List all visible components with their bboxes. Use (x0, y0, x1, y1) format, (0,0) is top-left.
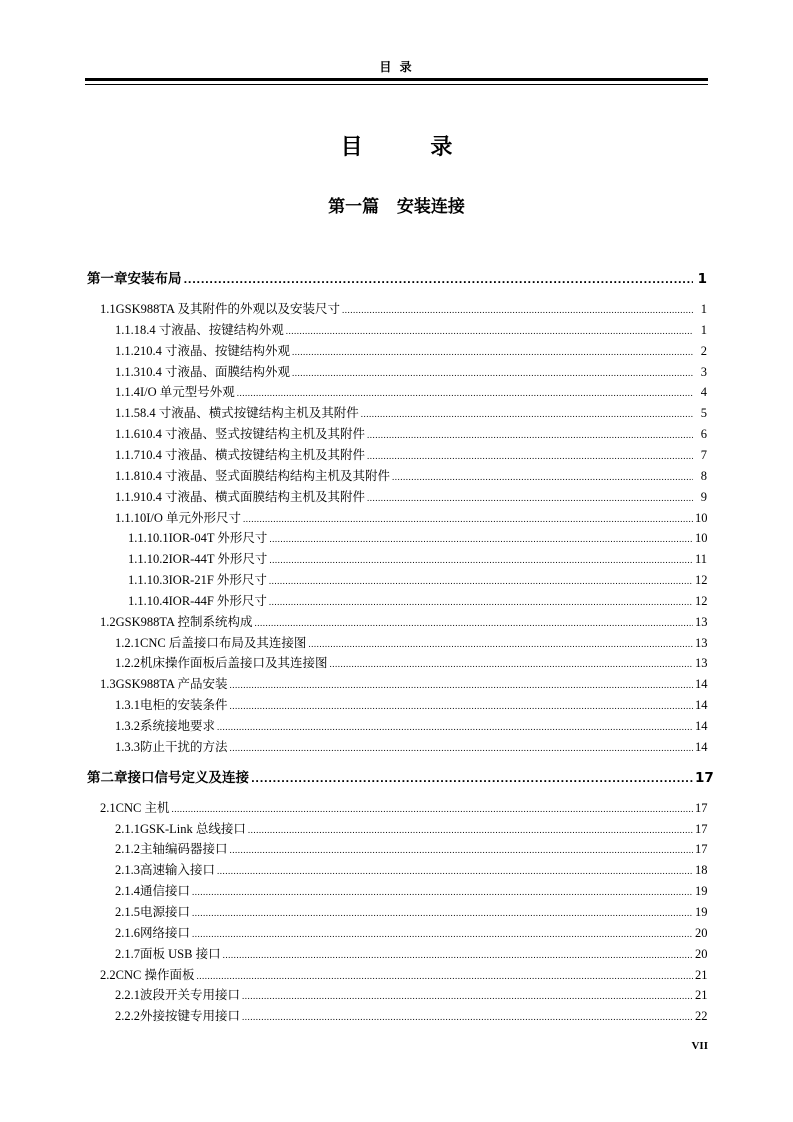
toc-entry-page: 21 (695, 967, 708, 982)
toc-entry-page: 2 (700, 343, 707, 358)
toc-entry[interactable] (115, 1008, 707, 1024)
toc-entry-number: 1.1.9 (115, 489, 140, 504)
toc-entry-page: 22 (695, 1009, 708, 1024)
toc-leader-dots (184, 272, 694, 290)
toc-entry-page: 14 (695, 719, 708, 733)
toc-chapter-entry[interactable] (87, 270, 707, 288)
toc-entry[interactable] (128, 593, 707, 609)
toc-entry-title: 10.4 寸液晶、竖式面膜结构结构主机及其附件 (140, 468, 391, 483)
toc-entry-page: 8 (700, 468, 707, 483)
toc-entry-number: 1.2.2 (115, 656, 140, 671)
toc-entry-number: 1.1.10.2 (128, 552, 169, 567)
toc-entry[interactable] (115, 447, 707, 463)
running-header: 目 录 (379, 60, 414, 74)
toc-leader-dots (242, 988, 693, 1004)
toc-entry-page: 13 (695, 656, 708, 671)
toc-entry-page: 3 (700, 364, 707, 379)
toc-entry-number: 1.1.10.1 (128, 531, 169, 546)
toc-entry-page: 1 (700, 322, 707, 337)
toc-entry-page: 9 (700, 489, 707, 504)
toc-leader-dots (196, 968, 693, 984)
toc-entry[interactable] (115, 384, 707, 400)
toc-entry-title: 10.4 寸液晶、按键结构外观 (140, 343, 291, 358)
toc-leader-dots (242, 1009, 693, 1025)
toc-entry-page: 18 (695, 863, 708, 878)
toc-entry-page: 1 (700, 302, 707, 316)
toc-entry-page: 14 (695, 739, 708, 754)
toc-leader-dots (254, 615, 693, 631)
toc-leader-dots (286, 323, 693, 339)
toc-entry-number: 1.1.2 (115, 343, 140, 358)
toc-leader-dots (237, 385, 693, 401)
toc-entry-number: 1.1.10.3 (128, 573, 169, 588)
toc-entry-number: 2.1.6 (115, 925, 140, 940)
toc-entry-title: 10.4 寸液晶、竖式按键结构主机及其附件 (140, 427, 366, 442)
toc-entry-number: 1.1.10.4 (128, 593, 169, 608)
toc-entry-number: 1.1 (100, 302, 116, 316)
toc-leader-dots (223, 947, 693, 963)
toc-entry[interactable] (115, 322, 707, 338)
toc-entry-number: 2.1.4 (115, 884, 140, 899)
toc-entry-title: I/O 单元型号外观 (140, 385, 235, 400)
toc-leader-dots (230, 698, 693, 714)
toc-entry-page: 19 (695, 904, 708, 919)
toc-entry-title: GSK988TA 及其附件的外观以及安装尺寸 (115, 302, 340, 316)
toc-entry-number: 2.1.3 (115, 863, 140, 878)
toc-entry-title: 波段开关专用接口 (140, 988, 241, 1003)
toc-entry[interactable] (128, 551, 707, 567)
toc-entry-title: 机床操作面板后盖接口及其连接图 (140, 656, 328, 671)
toc-entry-title: 外接按键专用接口 (140, 1009, 241, 1024)
toc-leader-dots (392, 469, 693, 485)
toc-entry[interactable] (115, 739, 707, 755)
toc-entry-title: GSK988TA 产品安装 (115, 677, 228, 692)
toc-entry-number: 1.3 (100, 677, 116, 692)
toc-entry-title: 高速输入接口 (140, 863, 216, 878)
toc-leader-dots (269, 552, 693, 568)
toc-entry-number: 1.1.8 (115, 468, 140, 483)
toc-entry-title: CNC 主机 (115, 800, 170, 815)
toc-entry-page: 20 (695, 946, 708, 961)
toc-entry-page: 20 (695, 925, 708, 940)
toc-entry-title: GSK-Link 总线接口 (140, 821, 246, 836)
toc-leader-dots (292, 344, 693, 360)
toc-entry[interactable] (128, 572, 707, 588)
toc-entry-number: 1.1.7 (115, 447, 140, 462)
toc-leader-dots (230, 740, 693, 756)
toc-entry[interactable] (115, 862, 707, 878)
toc-entry[interactable] (115, 883, 707, 899)
toc-entry-title: GSK988TA 控制系统构成 (115, 614, 253, 629)
toc-entry-title: IOR-04T 外形尺寸 (168, 531, 268, 546)
toc-entry-title: 10.4 寸液晶、面膜结构外观 (140, 364, 291, 379)
toc-entry[interactable] (115, 510, 707, 526)
toc-entry-page: 21 (695, 988, 708, 1003)
toc-entry-number: 1.1.6 (115, 427, 140, 442)
toc-entry-number: 1.1.4 (115, 385, 140, 400)
toc-entry-title: I/O 单元外形尺寸 (146, 510, 242, 525)
toc-entry-number: 2.1.7 (115, 946, 140, 961)
toc-entry-title: 接口信号定义及连接 (127, 769, 249, 786)
toc-entry-number: 1.1.5 (115, 406, 140, 421)
toc-leader-dots (367, 490, 693, 506)
toc-entry-title: IOR-44F 外形尺寸 (168, 593, 267, 608)
toc-leader-dots (251, 771, 693, 789)
toc-entry-page: 19 (695, 884, 708, 899)
page-number: VII (691, 1040, 708, 1052)
toc-entry-number: 2.1.1 (115, 821, 140, 836)
toc-entry-title: 系统接地要求 (140, 719, 216, 733)
toc-entry-title: 8.4 寸液晶、横式按键结构主机及其附件 (140, 406, 359, 421)
toc-entry[interactable] (100, 614, 707, 630)
toc-entry[interactable] (115, 405, 707, 421)
toc-leader-dots (308, 636, 693, 652)
toc-entry-page: 7 (700, 447, 707, 462)
toc-entry-page: 12 (695, 573, 708, 588)
toc-entry-title: CNC 后盖接口布局及其连接图 (140, 635, 307, 650)
toc-entry[interactable] (115, 697, 707, 713)
toc-entry-page: 17 (695, 821, 708, 836)
toc-leader-dots (367, 427, 693, 443)
toc-entry-page: 1 (697, 271, 707, 287)
toc-entry-title: 面板 USB 接口 (140, 946, 221, 961)
toc-entry[interactable] (115, 343, 707, 359)
toc-entry-page: 13 (695, 614, 708, 629)
toc-entry[interactable] (100, 800, 707, 816)
toc-entry-number: 第一章 (87, 271, 128, 287)
toc-entry-page: 14 (695, 677, 708, 692)
toc-entry-number: 第二章 (87, 769, 128, 786)
toc-entry-number: 2.2.2 (115, 1009, 140, 1024)
toc-entry-title: 通信接口 (140, 884, 191, 899)
toc-entry[interactable] (115, 821, 707, 837)
toc-entry-title: 10.4 寸液晶、横式按键结构主机及其附件 (140, 447, 366, 462)
toc-entry[interactable] (115, 468, 707, 484)
toc-entry-number: 2.2 (100, 967, 116, 982)
toc-entry-title: 10.4 寸液晶、横式面膜结构主机及其附件 (140, 489, 366, 504)
toc-entry-page: 10 (695, 510, 708, 525)
toc-entry-page: 14 (695, 698, 708, 713)
toc-entry[interactable] (115, 635, 707, 651)
toc-entry-number: 2.1 (100, 800, 116, 815)
toc-entry-page: 5 (700, 406, 707, 421)
toc-entry-number: 1.3.2 (115, 719, 140, 733)
toc-entry-page: 17 (695, 800, 708, 815)
toc-entry-number: 1.1.10 (115, 510, 147, 525)
toc-leader-dots (361, 406, 693, 422)
toc-leader-dots (229, 677, 693, 693)
toc-entry[interactable] (100, 301, 707, 317)
toc-entry[interactable] (100, 967, 707, 983)
toc-entry-title: CNC 操作面板 (115, 967, 195, 982)
toc-entry-title: 电柜的安装条件 (140, 698, 228, 713)
toc-entry-number: 1.2.1 (115, 635, 140, 650)
toc-entry[interactable] (115, 925, 707, 941)
toc-entry-page: 12 (695, 593, 708, 608)
toc-leader-dots (342, 302, 693, 318)
toc-entry-title: IOR-44T 外形尺寸 (168, 552, 268, 567)
toc-leader-dots (217, 863, 693, 879)
toc-leader-dots (192, 926, 693, 942)
toc-entry-number: 2.1.5 (115, 904, 140, 919)
toc-entry[interactable] (115, 946, 707, 962)
toc-entry[interactable] (115, 426, 707, 442)
toc-entry-number: 2.2.1 (115, 988, 140, 1003)
toc-entry-title: 8.4 寸液晶、按键结构外观 (140, 322, 284, 337)
toc-leader-dots (171, 801, 693, 817)
toc-entry[interactable] (115, 655, 707, 671)
toc-leader-dots (248, 822, 693, 838)
toc-entry-number: 1.1.3 (115, 364, 140, 379)
toc-entry[interactable] (115, 904, 707, 920)
toc-leader-dots (269, 594, 693, 610)
toc-entry-page: 10 (695, 531, 708, 546)
toc-entry[interactable] (115, 987, 707, 1003)
toc-entry[interactable] (115, 718, 707, 734)
toc-entry-title: 电源接口 (140, 904, 191, 919)
toc-entry-number: 1.3.3 (115, 739, 140, 754)
toc-leader-dots (330, 656, 693, 672)
toc-entry-title: IOR-21F 外形尺寸 (168, 573, 267, 588)
toc-leader-dots (367, 448, 693, 464)
toc-leader-dots (230, 842, 693, 858)
toc-chapter-entry[interactable] (87, 769, 714, 787)
toc-entry-number: 2.1.2 (115, 842, 140, 857)
toc-entry-page: 6 (700, 427, 707, 442)
toc-entry-title: 主轴编码器接口 (140, 842, 228, 857)
toc-leader-dots (192, 884, 693, 900)
toc-leader-dots (269, 573, 693, 589)
toc-entry-number: 1.2 (100, 614, 116, 629)
toc-entry-title: 防止干扰的方法 (140, 739, 228, 754)
toc-entry[interactable] (115, 841, 707, 857)
toc-entry[interactable] (128, 530, 707, 546)
toc-entry-number: 1.1.1 (115, 322, 140, 337)
toc-entry-number: 1.3.1 (115, 698, 140, 713)
toc-leader-dots (243, 511, 693, 527)
toc-entry[interactable] (115, 489, 707, 505)
toc-entry[interactable] (115, 364, 707, 380)
toc-leader-dots (217, 719, 693, 735)
toc-entry-page: 4 (700, 385, 707, 400)
page-title: 目 录 (340, 135, 483, 160)
toc-entry-title: 安装布局 (127, 271, 182, 287)
toc-entry-page: 13 (695, 635, 708, 650)
toc-leader-dots (192, 905, 693, 921)
toc-entry-page: 17 (695, 769, 714, 786)
toc-entry-title: 网络接口 (140, 925, 191, 940)
toc-entry[interactable] (100, 676, 707, 692)
toc-leader-dots (269, 531, 693, 547)
toc-leader-dots (292, 365, 693, 381)
toc-entry-page: 17 (695, 842, 708, 857)
toc-entry-page: 11 (695, 552, 708, 567)
part-title: 第一篇 安装连接 (328, 197, 465, 217)
